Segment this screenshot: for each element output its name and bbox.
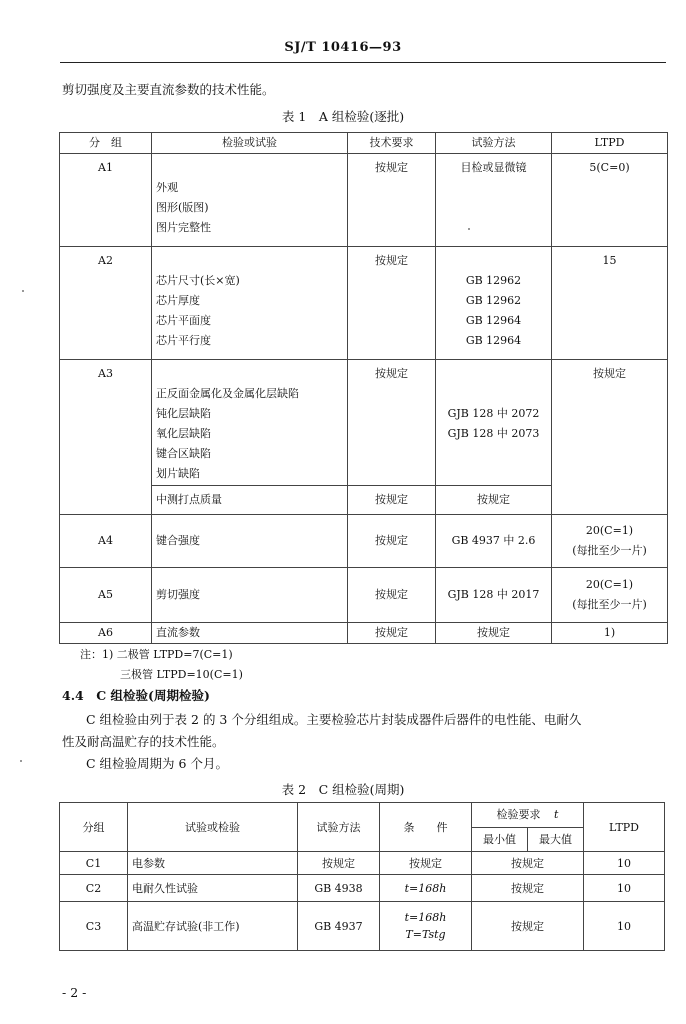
test-item: 电参数 xyxy=(128,852,298,875)
page-number: - 2 - xyxy=(62,985,87,1000)
ltpd-value: 20(C=1) xyxy=(585,524,634,537)
group-id: C2 xyxy=(60,875,128,902)
condition: T=Tstg xyxy=(405,928,446,941)
table2-header-max: 最大值 xyxy=(528,827,584,852)
conditions xyxy=(380,902,472,951)
table-a-group-inspection xyxy=(59,132,668,644)
test-method: GB 12964 xyxy=(465,314,522,327)
test-item: 氧化层缺陷 xyxy=(156,427,211,440)
tech-req: 按规定 xyxy=(348,154,436,247)
condition: 按规定 xyxy=(380,852,472,875)
header-rule xyxy=(60,62,666,63)
group-id: A5 xyxy=(60,568,152,623)
test-method: GB 4937 中 2.6 xyxy=(436,515,552,568)
group-id: C3 xyxy=(60,902,128,951)
ltpd-value: 按规定 xyxy=(552,360,668,515)
test-item: 芯片尺寸(长×宽) xyxy=(156,274,240,287)
test-method: GB 12962 xyxy=(465,294,522,307)
test-method: 按规定 xyxy=(436,485,552,514)
group-id: A1 xyxy=(60,154,152,247)
paragraph-line: 性及耐高温贮存的技术性能。 xyxy=(62,734,225,749)
table-c-group-inspection xyxy=(59,802,665,951)
table1-header-row xyxy=(60,133,668,154)
table1-header-ltpd: LTPD xyxy=(552,133,668,154)
req-label: 检验要求 xyxy=(496,808,541,822)
table1-header-test: 检验或试验 xyxy=(152,133,348,154)
group-id: A6 xyxy=(60,623,152,644)
test-item: 正反面金属化及金属化层缺陷 xyxy=(156,387,299,400)
table-row xyxy=(60,623,668,644)
section-heading: 4.4 C 组检验(周期检验) xyxy=(62,688,210,703)
ltpd-value: 10 xyxy=(584,902,665,951)
test-methods xyxy=(436,360,552,486)
test-method: 按规定 xyxy=(436,623,552,644)
table-row xyxy=(60,875,665,902)
table2-header-min: 最小值 xyxy=(472,827,528,852)
table1-header-group: 分 组 xyxy=(60,133,152,154)
condition: t=168h xyxy=(380,875,472,902)
requirement: 按规定 xyxy=(472,902,584,951)
test-item: 图片完整性 xyxy=(156,221,211,234)
table2-header-method: 试验方法 xyxy=(298,803,380,852)
ltpd-values xyxy=(552,515,668,568)
table1-caption: 表 1 A 组检验(逐批) xyxy=(281,109,405,124)
ltpd-value: 10 xyxy=(584,852,665,875)
table2-header-ltpd: LTPD xyxy=(584,803,665,852)
table2-caption: 表 2 C 组检验(周期) xyxy=(281,782,405,797)
table-row xyxy=(60,154,668,247)
test-items xyxy=(152,360,348,486)
requirement: 按规定 xyxy=(472,875,584,902)
table1-note-1: 注：1) 二极管 LTPD=7(C=1) xyxy=(80,648,233,661)
table-row xyxy=(60,247,668,360)
test-method: GJB 128 中 2073 xyxy=(447,427,540,440)
test-methods xyxy=(436,247,552,360)
test-item: 直流参数 xyxy=(152,623,348,644)
ltpd-note: (每批至少一片) xyxy=(572,544,647,557)
intro-line: 剪切强度及主要直流参数的技术性能。 xyxy=(62,82,275,97)
scan-speck xyxy=(20,760,22,762)
ltpd-value: 15 xyxy=(552,247,668,360)
ltpd-note: (每批至少一片) xyxy=(572,598,647,611)
test-item: 芯片平行度 xyxy=(156,334,211,347)
tech-req: 按规定 xyxy=(348,247,436,360)
group-id: A3 xyxy=(60,360,152,515)
standard-code-header: SJ/T 10416—93 xyxy=(284,40,402,55)
group-id: A4 xyxy=(60,515,152,568)
ltpd-values xyxy=(552,568,668,623)
test-items xyxy=(152,154,348,247)
test-item: 中测打点质量 xyxy=(152,485,348,514)
tech-req: 按规定 xyxy=(348,623,436,644)
test-item: 划片缺陷 xyxy=(156,467,200,480)
table2-header-req xyxy=(472,803,584,828)
requirement: 按规定 xyxy=(472,852,584,875)
ltpd-value: 5(C=0) xyxy=(552,154,668,247)
table-row xyxy=(60,852,665,875)
tech-req: 按规定 xyxy=(348,485,436,514)
table2-header-row xyxy=(60,803,665,828)
test-item: 剪切强度 xyxy=(152,568,348,623)
paragraph-line: C 组检验由列于表 2 的 3 个分组组成。主要检验芯片封装成器件后器件的电性能、电耐久 xyxy=(86,712,582,727)
table2-header-group: 分组 xyxy=(60,803,128,852)
test-item: 钝化层缺陷 xyxy=(156,407,211,420)
ltpd-value: 10 xyxy=(584,875,665,902)
test-method: GJB 128 中 2072 xyxy=(447,407,540,420)
tech-req: 按规定 xyxy=(348,515,436,568)
condition: t=168h xyxy=(404,911,447,924)
paragraph-line: C 组检验周期为 6 个月。 xyxy=(86,756,228,771)
test-item: 芯片厚度 xyxy=(156,294,200,307)
group-id: C1 xyxy=(60,852,128,875)
table1-note-2: 三极管 LTPD=10(C=1) xyxy=(120,668,243,681)
test-method: GB 4937 xyxy=(298,902,380,951)
test-item: 外观 xyxy=(156,181,178,194)
test-item: 键合强度 xyxy=(152,515,348,568)
tech-req: 按规定 xyxy=(348,568,436,623)
group-id: A2 xyxy=(60,247,152,360)
test-item: 电耐久性试验 xyxy=(128,875,298,902)
test-item: 高温贮存试验(非工作) xyxy=(128,902,298,951)
scan-speck xyxy=(22,290,24,292)
table-row xyxy=(60,515,668,568)
scan-speck xyxy=(468,228,470,230)
test-method: 目检或显微镜 xyxy=(436,154,552,247)
test-method: GB 4938 xyxy=(298,875,380,902)
tech-req: 按规定 xyxy=(348,360,436,486)
ltpd-value: 20(C=1) xyxy=(585,578,634,591)
table-row xyxy=(60,902,665,951)
test-method: 按规定 xyxy=(298,852,380,875)
table-row xyxy=(60,360,668,486)
test-item: 芯片平面度 xyxy=(156,314,211,327)
test-method: GB 12962 xyxy=(465,274,522,287)
req-unit: t xyxy=(554,808,559,822)
table1-header-tech: 技术要求 xyxy=(348,133,436,154)
ltpd-value: 1) xyxy=(552,623,668,644)
test-items xyxy=(152,247,348,360)
table-row xyxy=(60,568,668,623)
test-method: GJB 128 中 2017 xyxy=(436,568,552,623)
test-item: 图形(版图) xyxy=(156,201,209,214)
test-item: 键合区缺陷 xyxy=(156,447,211,460)
table1-header-method: 试验方法 xyxy=(436,133,552,154)
test-method: GB 12964 xyxy=(465,334,522,347)
table2-header-condition: 条 件 xyxy=(380,803,472,852)
table2-header-test: 试验或检验 xyxy=(128,803,298,852)
